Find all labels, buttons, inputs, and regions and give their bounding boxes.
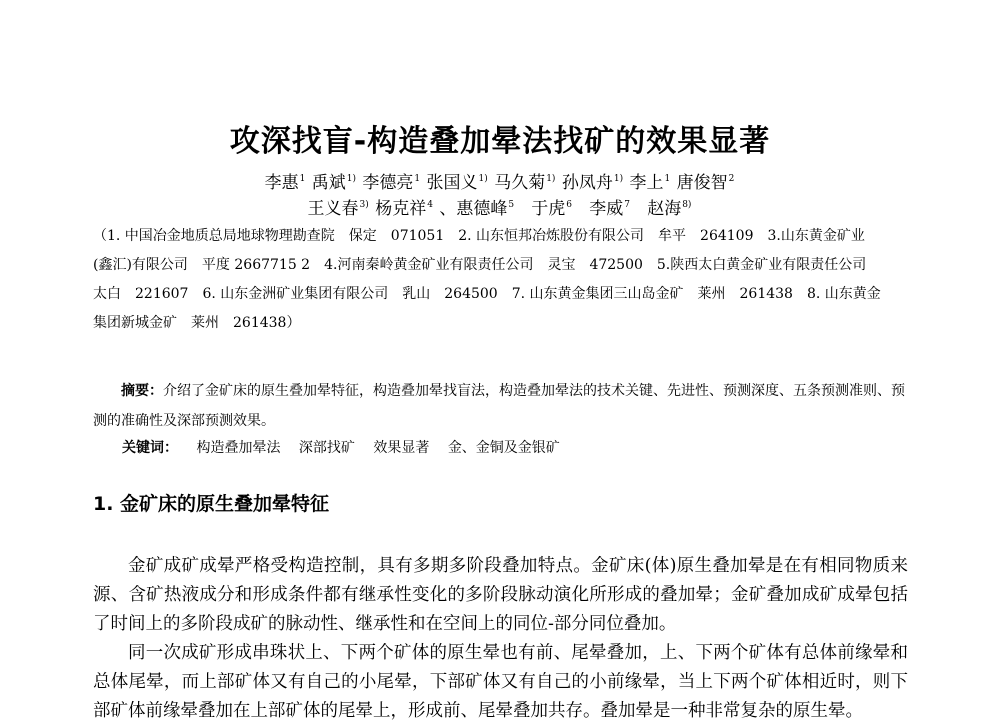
keyword: 构造叠加晕法 <box>196 440 281 456</box>
keyword: 金、金铜及金银矿 <box>447 440 560 456</box>
author: 杨克祥$^4$ <box>375 198 433 219</box>
keywords <box>122 436 574 460</box>
author: 禹斌$^{1)}$ <box>311 172 356 193</box>
author: 李德亮$^1$ <box>362 172 421 193</box>
author: 唐俊智$^2$ <box>676 172 735 193</box>
author: 于虎$^6$ <box>531 198 573 219</box>
author: 李威$^7$ <box>589 198 630 219</box>
author: 孙凤舟$^{1)}$ <box>561 172 624 193</box>
keyword: 深部找矿 <box>298 440 355 456</box>
author: 李惠$^1$ <box>264 172 306 193</box>
author: 、惠德峰$^5$ <box>439 198 515 219</box>
author: 李上$^1$ <box>629 172 671 193</box>
authors-line-2 <box>0 194 1000 220</box>
keyword: 效果显著 <box>373 440 430 456</box>
author: 赵海$^{8)}$ <box>647 198 692 219</box>
affiliation-line: （1. 中国冶金地质总局地球物理勘查院 保定 071051 2. 山东恒邦冶炼股份有限公司 牟平 264109 3.山东黄金矿业 <box>93 228 865 244</box>
abstract-label: 摘要： <box>121 383 163 399</box>
section-heading: 1. 金矿床的原生叠加晕特征 <box>93 493 330 515</box>
affiliation-line: (鑫汇)有限公司 平度 2667715 2 4.河南秦岭黄金矿业有限责任公司 灵宝 472500 5.陕西太白黄金矿业有限责任公司 <box>93 257 867 273</box>
affiliations <box>93 222 908 338</box>
author: 马久菊$^{1)}$ <box>494 172 556 193</box>
author: 张国义$^{1)}$ <box>426 172 488 193</box>
paragraph: 同一次成矿形成串珠状上、下两个矿体的原生晕也有前、尾晕叠加，上、下两个矿体有总体前缘晕和总体尾晕，而上部矿体又有自己的小尾晕，下部矿体又有自己的小前缘晕，当上下两个矿体相近时，则下部矿体前缘晕叠加在上部矿体的尾晕上，形成前、尾晕叠加共存。叠加晕是一种非常复杂的原生晕。 <box>93 643 908 721</box>
affiliation-line: 太白 221607 6. 山东金洲矿业集团有限公司 乳山 264500 7. 山东黄金集团三山岛金矿 莱州 261438 8. 山东黄金 <box>93 286 881 302</box>
paper-title: 攻深找盲-构造叠加晕法找矿的效果显著 <box>229 124 771 159</box>
abstract <box>93 376 908 436</box>
author: 王义春$^{3)}$ <box>307 198 369 219</box>
paragraph: 金矿成矿成晕严格受构造控制，具有多期多阶段叠加特点。金矿床(体)原生叠加晕是在有相同物质来源、含矿热液成分和形成条件都有继承性变化的多阶段脉动演化所形成的叠加晕；金矿叠加成矿成晕包括了时间上的多阶段成矿的脉动性、继承性和在空间上的同位-部分同位叠加。 <box>93 556 908 634</box>
affiliation-line: 集团新城金矿 莱州 261438） <box>93 315 301 331</box>
section-body <box>93 552 908 726</box>
abstract-text: 介绍了金矿床的原生叠加晕特征，构造叠加晕找盲法，构造叠加晕法的技术关键、先进性、预测深度、五条预测准则、预测的准确性及深部预测效果。 <box>93 383 905 429</box>
keywords-label: 关键词： <box>122 440 178 456</box>
authors-line-1 <box>0 168 1000 194</box>
